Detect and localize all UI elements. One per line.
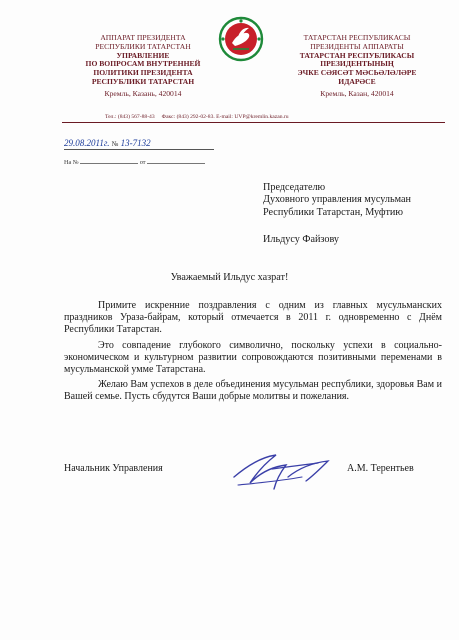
header-left (58, 34, 228, 99)
registration-date: 29.08.2011г. (64, 138, 110, 148)
handwritten-signature (228, 447, 338, 495)
signatory-name: А.М. Терентьев (347, 463, 414, 474)
registration-number-prefix: № (111, 140, 119, 148)
header-left-line: ПО ВОПРОСАМ ВНУТРЕННЕЙ (85, 59, 201, 69)
body-paragraph: Желаю Вам успехов в деле объединения мусульман республики, здоровья Вам и Вашей семье. Пусть сбудутся Ваши добрые молитвы и пожелания. (64, 379, 442, 403)
addressee-block (263, 182, 453, 219)
header-divider (62, 122, 445, 123)
header-right-address: Кремль, Казан, 420014 (320, 88, 394, 98)
header-left-line: ПОЛИТИКИ ПРЕЗИДЕНТА (93, 68, 193, 78)
body-paragraph: Примите искренние поздравления с одним из главных мусульманских праздников Ураза-байрам, который отмечается в 2011 г. одновременно с Днём Республики Татарстан. (64, 300, 442, 336)
header-left-line: РЕСПУБЛИКИ ТАТАРСТАН (95, 41, 191, 51)
registration-date-number (64, 138, 224, 150)
header-left-line: УПРАВЛЕНИЕ (116, 50, 170, 60)
reference-blank (80, 157, 138, 164)
header-right-line: ПРЕЗИДЕНТЫНЫҢ (320, 59, 394, 69)
header-right (272, 34, 442, 99)
header-left-line: АППАРАТ ПРЕЗИДЕНТА (100, 33, 186, 42)
header-left-address: Кремль, Казань, 420014 (104, 88, 182, 98)
addressee-name: Ильдусу Файзову (263, 234, 340, 245)
header-left-line: РЕСПУБЛИКИ ТАТАРСТАН (91, 76, 195, 86)
contact-phone: Тел.: (843) 567-88-43 (105, 114, 155, 120)
contacts-line (105, 114, 425, 120)
header-right-line: ИДАРӘСЕ (338, 76, 376, 86)
header-right-line: ПРЕЗИДЕНТЫ АППАРАТЫ (310, 41, 404, 51)
addressee-line: Республики Татарстан, Муфтию (263, 206, 403, 218)
reference-date-blank (147, 157, 205, 164)
reference-from: от (139, 159, 146, 166)
registration-number: 13-7132 (120, 138, 151, 148)
signatory-title: Начальник Управления (64, 463, 163, 474)
body-paragraph: Это совпадение глубокого символично, поскольку успехи в социально-экономическом и культурном развитии сопровождаются позитивными переменами в мусульманской умме Татарстана. (64, 339, 442, 376)
tatarstan-emblem-icon (218, 16, 264, 62)
header-right-line: ТАТАРСТАН РЕСПУБЛИКАСЫ (299, 50, 415, 60)
reference-prefix: На № (64, 159, 79, 166)
addressee-line: Духовного управления мусульман (263, 194, 411, 206)
registration-underline (64, 149, 214, 150)
letter-body (64, 300, 442, 407)
greeting: Уважаемый Ильдус хазрат! (170, 272, 289, 283)
contact-fax-email: Факс: (843) 292-02-83. E-mail: UVP@kremlin.kazan.ru (161, 114, 289, 120)
addressee-line: Председателю (263, 182, 326, 193)
header-right-line: ТАТАРСТАН РЕСПУБЛИКАСЫ (303, 33, 411, 42)
header-right-line: ЭЧКЕ СӘЯСӘТ МӘСЬӘЛӘЛӘРЕ (297, 68, 417, 78)
reference-line (64, 157, 224, 167)
